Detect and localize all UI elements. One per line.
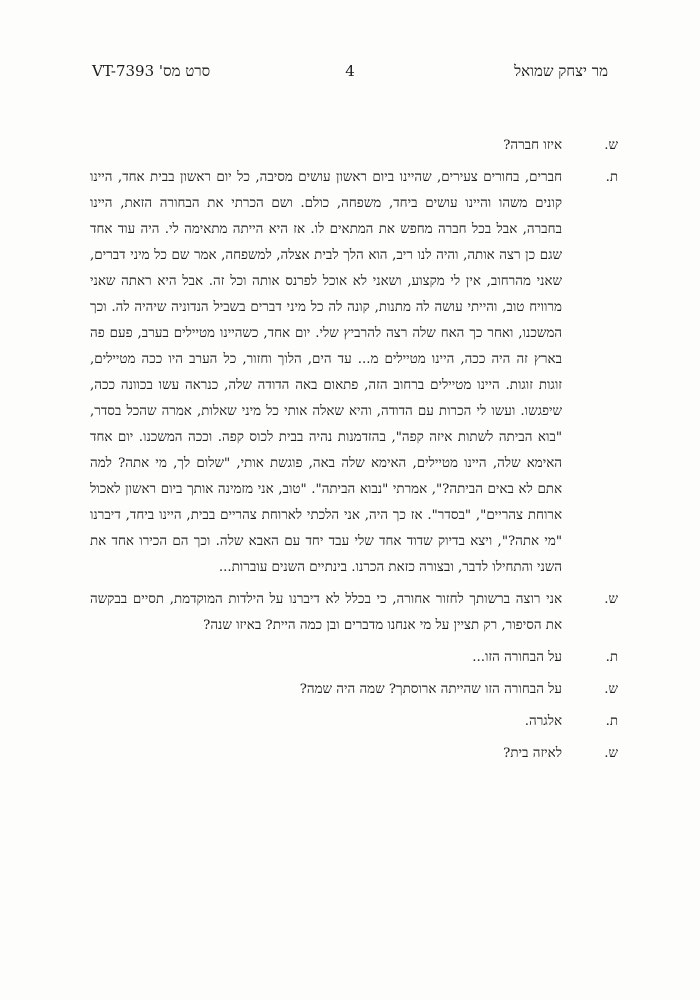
entry-text: לאיזה בית? — [503, 746, 562, 761]
transcript-entry — [90, 741, 618, 767]
entry-text: על הבחורה הזו... — [472, 650, 562, 665]
page-header — [92, 62, 608, 84]
transcript-entry — [90, 709, 618, 735]
speaker-label: ש. — [604, 138, 618, 153]
transcript-entry — [90, 133, 618, 159]
entry-text: אלגרה. — [524, 714, 562, 729]
entry-text: אני רוצה ברשותך לחזור אחורה, כי בכלל לא דיברנו על הילדות המוקדמת, תסיים בבקשה את הסיפור, רק תציין על מי אנחנו מדברים ובן כמה היית? באיזו שנה? — [90, 592, 562, 633]
transcript — [90, 133, 618, 773]
interviewee-name: מר יצחק שמואל — [514, 62, 608, 80]
speaker-label: ש. — [604, 592, 618, 607]
transcript-entry — [90, 587, 618, 639]
transcript-entry — [90, 645, 618, 671]
entry-text: איזו חברה? — [503, 138, 562, 153]
tape-number: VT-7393 'סרט מס — [92, 62, 211, 80]
speaker-label: ת. — [605, 714, 618, 729]
transcript-entry — [90, 677, 618, 703]
speaker-label: ת. — [605, 170, 618, 185]
speaker-label: ש. — [604, 746, 618, 761]
entry-text: חברים, בחורים צעירים, שהיינו ביום ראשון עושים מסיבה, כל יום ראשון בבית אחד, היינו קונים משהו והיינו עושים ביחד, משפחה, כולם. ושם הכרתי את הבחורה הזאת, היינו בחברה, אבל בכל חברה מחפש את המתאים לו. אז היא הייתה מתאימה לי. היה עוד אחד שגם כן רצה אותה, והיה לנו ריב, הוא הלך לבית אצלה, למשפחה, אמר שם כל מיני דברים, שאני מהרחוב, אין לי מקצוע, ושאני לא אוכל לפרנס אותה וכל זה. אבל היא ראתה שאני מרוויח טוב, והייתי עושה לה מתנות, קונה לה כל מיני דברים בשביל הנדוניה שיהיה לה. וכך המשכנו, ואחר כך האח שלה רצה להרביץ שלי. יום אחד, כשהיינו מטיילים בערב, פעם פה בארץ זה היה ככה, היינו מטיילים מ... עד הים, הלוך וחזור, כל הערב היו ככה מטיילים, זוגות זוגות. היינו מטיילים ברחוב הזה, פתאום באה הדודה שלה, כנראה עשו בכוונה ככה, שיפגשו. ועשו לי הכרות עם הדודה, והיא שאלה אותי כל מיני שאלות, אמרה שהכל בסדר, "בוא הביתה לשתות איזה קפה", בהזדמנות נהיה בבית לכוס קפה. וככה המשכנו. יום אחד האימא שלה, היינו מטיילים, האימא שלה באה, פוגשת אותי, "שלום לך, מי אתה? למה אתם לא באים הביתה?", אמרתי "נבוא הביתה". "טוב, אני מזמינה אותך ביום ראשון לאכול ארוחת צהריים", "בסדר". אז כך היה, אני הלכתי לארוחת צהריים בבית, היינו ביחד, דיברנו "מי אתה?", ויצא בדיוק שדוד אחד שלי עבד יחד עם האבא שלה. וכך הם הכירו אחד את השני והתחילו לדבר, ובצורה כזאת הכרנו. בינתיים השנים עוברות... — [90, 170, 562, 575]
entry-text: על הבחורה הזו שהייתה ארוסתך? שמה היה שמה? — [299, 682, 562, 697]
speaker-label: ש. — [604, 682, 618, 697]
speaker-label: ת. — [605, 650, 618, 665]
page-number: 4 — [345, 62, 355, 80]
transcript-entry — [90, 165, 618, 581]
